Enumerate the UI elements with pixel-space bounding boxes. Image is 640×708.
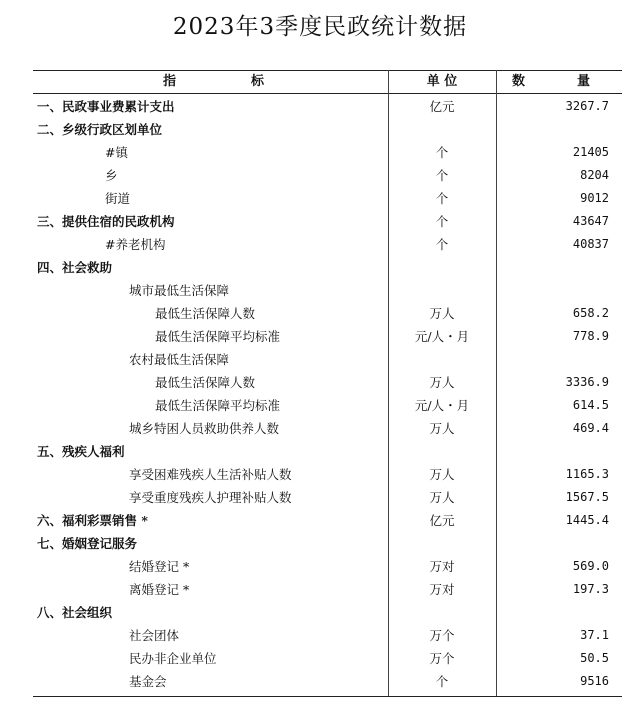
header-unit: 单 位: [426, 74, 458, 89]
indicator-label: 三、提供住宿的民政机构: [37, 214, 175, 229]
indicator-label: 享受重度残疾人护理补贴人数: [129, 490, 292, 505]
table-row: [33, 647, 622, 670]
indicator-label: #镇: [105, 145, 128, 160]
unit-cell: 个: [435, 145, 449, 160]
table-row: [33, 210, 622, 233]
table-row: [33, 164, 622, 187]
table-row: [33, 371, 622, 394]
value-cell: 469.4: [572, 421, 609, 435]
unit-cell: 个: [435, 191, 449, 206]
value-cell: 43647: [572, 214, 609, 228]
value-cell: 3267.7: [565, 99, 609, 113]
unit-cell: 万人: [429, 490, 455, 505]
unit-cell: 万个: [429, 651, 455, 666]
indicator-label: 街道: [105, 191, 131, 206]
table-row: [33, 555, 622, 578]
indicator-label: 享受困难残疾人生活补贴人数: [129, 467, 292, 482]
unit-cell: 万人: [429, 467, 455, 482]
indicator-label: 乡: [105, 168, 118, 183]
value-cell: 1165.3: [565, 467, 609, 481]
value-cell: 1445.4: [565, 513, 609, 527]
unit-cell: 万个: [429, 628, 455, 643]
table-row: [33, 440, 622, 463]
indicator-label: 最低生活保障平均标准: [155, 398, 281, 413]
table-row: [33, 509, 622, 532]
indicator-label: 五、残疾人福利: [37, 444, 125, 459]
value-cell: 50.5: [580, 651, 609, 665]
table-row: [33, 486, 622, 509]
unit-cell: 万人: [429, 375, 455, 390]
table-row: [33, 578, 622, 601]
indicator-label: 最低生活保障人数: [155, 306, 256, 321]
unit-cell: 万对: [429, 559, 455, 574]
indicator-label: 一、民政事业费累计支出: [37, 99, 175, 114]
table-row: [33, 141, 622, 164]
indicator-label: 民办非企业单位: [129, 651, 217, 666]
value-cell: 9516: [580, 674, 609, 688]
table-row: [33, 670, 622, 693]
table-row: [33, 417, 622, 440]
table-row: [33, 279, 622, 302]
value-cell: 614.5: [572, 398, 609, 412]
indicator-label: 城乡特困人员救助供养人数: [129, 421, 280, 436]
unit-cell: 元/人・月: [414, 398, 470, 413]
value-cell: 9012: [580, 191, 609, 205]
value-cell: 40837: [572, 237, 609, 251]
value-cell: 37.1: [580, 628, 609, 642]
unit-cell: 万对: [429, 582, 455, 597]
table-row: [33, 394, 622, 417]
value-cell: 3336.9: [565, 375, 609, 389]
indicator-label: 四、社会救助: [37, 260, 113, 275]
unit-cell: 亿元: [429, 513, 455, 528]
indicator-label: 最低生活保障人数: [155, 375, 256, 390]
indicator-label: 二、乡级行政区划单位: [37, 122, 163, 137]
table-header-rule: [33, 93, 622, 94]
indicator-label: 结婚登记 *: [129, 559, 190, 574]
table-row: [33, 95, 622, 118]
table-row: [33, 532, 622, 555]
unit-cell: 万人: [429, 421, 455, 436]
value-cell: 21405: [572, 145, 609, 159]
table-row: [33, 624, 622, 647]
value-cell: 569.0: [572, 559, 609, 573]
indicator-label: 离婚登记 *: [129, 582, 190, 597]
table-row: [33, 233, 622, 256]
indicator-label: 八、社会组织: [37, 605, 113, 620]
indicator-label: #养老机构: [105, 237, 166, 252]
unit-cell: 个: [435, 214, 449, 229]
table-row: [33, 348, 622, 371]
indicator-label: 最低生活保障平均标准: [155, 329, 281, 344]
unit-cell: 个: [435, 237, 449, 252]
indicator-label: 七、婚姻登记服务: [37, 536, 138, 551]
value-cell: 778.9: [572, 329, 609, 343]
indicator-label: 农村最低生活保障: [129, 352, 230, 367]
unit-cell: 元/人・月: [414, 329, 470, 344]
table-row: [33, 463, 622, 486]
header-amount-b: 量: [577, 74, 591, 89]
header-amount-a: 数: [512, 74, 526, 89]
unit-cell: 万人: [429, 306, 455, 321]
table-row: [33, 601, 622, 624]
table-row: [33, 187, 622, 210]
table-row: [33, 118, 622, 141]
indicator-label: 社会团体: [129, 628, 180, 643]
unit-cell: 个: [435, 168, 449, 183]
unit-cell: 个: [435, 674, 449, 689]
value-cell: 1567.5: [565, 490, 609, 504]
header-indicator-a: 指: [163, 74, 177, 89]
page-title: 2023年3季度民政统计数据: [172, 14, 468, 40]
indicator-label: 基金会: [129, 674, 167, 689]
table-row: [33, 302, 622, 325]
header-indicator-b: 标: [251, 74, 265, 89]
value-cell: 197.3: [572, 582, 609, 596]
table-row: [33, 325, 622, 348]
value-cell: 8204: [580, 168, 609, 182]
indicator-label: 城市最低生活保障: [129, 283, 230, 298]
value-cell: 658.2: [572, 306, 609, 320]
unit-cell: 亿元: [429, 99, 455, 114]
indicator-label: 六、福利彩票销售 *: [37, 513, 148, 528]
table-bottom-rule: [33, 696, 622, 697]
table-top-rule: [33, 70, 622, 71]
table-row: [33, 256, 622, 279]
